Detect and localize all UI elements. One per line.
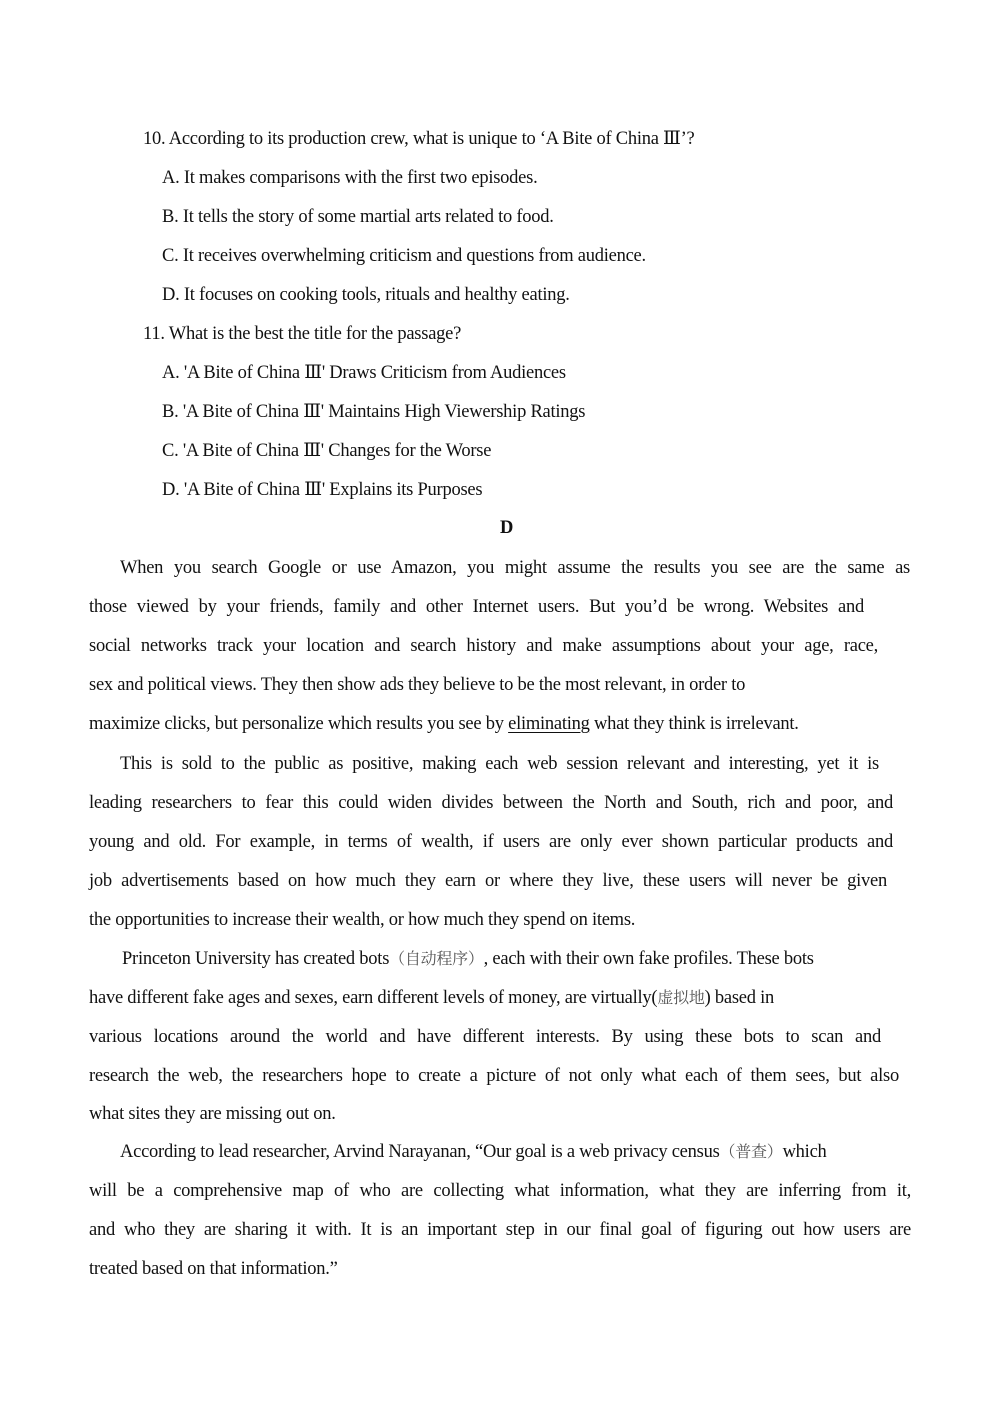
line-text: Princeton University has created bots [122, 949, 390, 969]
passage-p3-line-5: what sites they are missing out on. [89, 1104, 336, 1124]
option-letter: D. [162, 480, 180, 500]
question-text: What is the best the title for the passage? [168, 324, 462, 344]
question-11-option-b [162, 401, 585, 423]
line-text: maximize clicks, but personalize which results you see by [89, 714, 509, 734]
option-text: It tells the story of some martial arts related to food. [182, 207, 554, 227]
question-10-option-b [162, 206, 554, 228]
passage-p3-line-4: research the web, the researchers hope to create a picture of not only what each of them sees, but also [89, 1066, 899, 1086]
passage-p1-line-5 [89, 713, 799, 735]
question-10-option-a [162, 167, 537, 189]
passage-p1-line-3: social networks track your location and search history and make assumptions about your age, race, [89, 636, 878, 656]
question-number: 10. [143, 129, 166, 149]
option-text: 'A Bite of China Ⅲ' Draws Criticism from Audiences [183, 363, 566, 383]
passage-p4-line-4: treated based on that information.” [89, 1259, 338, 1279]
line-text: , each with their own fake profiles. These bots [483, 949, 814, 969]
underlined-word: eliminating [508, 714, 590, 734]
option-letter: A. [162, 363, 180, 383]
passage-p4-line-3: and who they are sharing it with. It is an important step in our final goal of figuring out how users are [89, 1220, 911, 1240]
question-number: 11. [143, 324, 165, 344]
option-text: 'A Bite of China Ⅲ' Maintains High Viewership Ratings [182, 402, 586, 422]
question-text: According to its production crew, what is unique to ‘A Bite of China Ⅲ’? [168, 129, 695, 149]
option-text: It focuses on cooking tools, rituals and healthy eating. [183, 285, 570, 305]
passage-p1-line-2: those viewed by your friends, family and other Internet users. But you’d be wrong. Websites and [89, 597, 864, 617]
passage-p1-line-1: When you search Google or use Amazon, you might assume the results you see are the same as [120, 558, 910, 578]
passage-p2-line-5: the opportunities to increase their wealth, or how much they spend on items. [89, 910, 636, 930]
question-10-option-d [162, 284, 570, 306]
section-heading: D [500, 518, 514, 538]
option-letter: D. [162, 285, 180, 305]
passage-p2-line-4: job advertisements based on how much they earn or where they live, these users will never be given [89, 871, 887, 891]
chinese-gloss: 虚拟地 [657, 988, 705, 1007]
question-10-option-c [162, 245, 646, 267]
chinese-gloss: （普查） [719, 1142, 783, 1161]
line-text: According to lead researcher, Arvind Narayanan, “Our goal is a web privacy census [120, 1142, 720, 1162]
option-letter: A. [162, 168, 180, 188]
question-11-option-c [162, 440, 491, 462]
option-text: It makes comparisons with the first two episodes. [183, 168, 538, 188]
passage-p2-line-3: young and old. For example, in terms of wealth, if users are only ever shown particular products and [89, 832, 893, 852]
option-text: 'A Bite of China Ⅲ' Explains its Purposes [183, 480, 483, 500]
line-text: what they think is irrelevant. [589, 714, 799, 734]
line-text: which [782, 1142, 827, 1162]
option-text: 'A Bite of China Ⅲ' Changes for the Worse [182, 441, 492, 461]
question-10-stem [143, 128, 695, 150]
option-letter: B. [162, 207, 179, 227]
passage-p4-line-1 [120, 1141, 827, 1163]
question-11-stem [143, 323, 461, 345]
line-text: ) based in [704, 988, 775, 1008]
chinese-gloss: （自动程序） [389, 949, 484, 968]
passage-p4-line-2: will be a comprehensive map of who are collecting what information, what they are inferring from it, [89, 1181, 911, 1201]
question-11-option-a [162, 362, 566, 384]
line-text: have different fake ages and sexes, earn different levels of money, are virtually( [89, 988, 658, 1008]
option-letter: C. [162, 246, 179, 266]
option-text: It receives overwhelming criticism and questions from audience. [182, 246, 646, 266]
passage-p1-line-4: sex and political views. They then show ads they believe to be the most relevant, in order to [89, 675, 746, 695]
option-letter: C. [162, 441, 179, 461]
passage-p3-line-1 [122, 948, 814, 970]
passage-p2-line-1: This is sold to the public as positive, making each web session relevant and interesting, yet it is [120, 754, 879, 774]
option-letter: B. [162, 402, 179, 422]
question-11-option-d [162, 479, 482, 501]
passage-p3-line-3: various locations around the world and have different interests. By using these bots to scan and [89, 1027, 881, 1047]
passage-p3-line-2 [89, 987, 774, 1009]
passage-p2-line-2: leading researchers to fear this could widen divides between the North and South, rich and poor, and [89, 793, 893, 813]
